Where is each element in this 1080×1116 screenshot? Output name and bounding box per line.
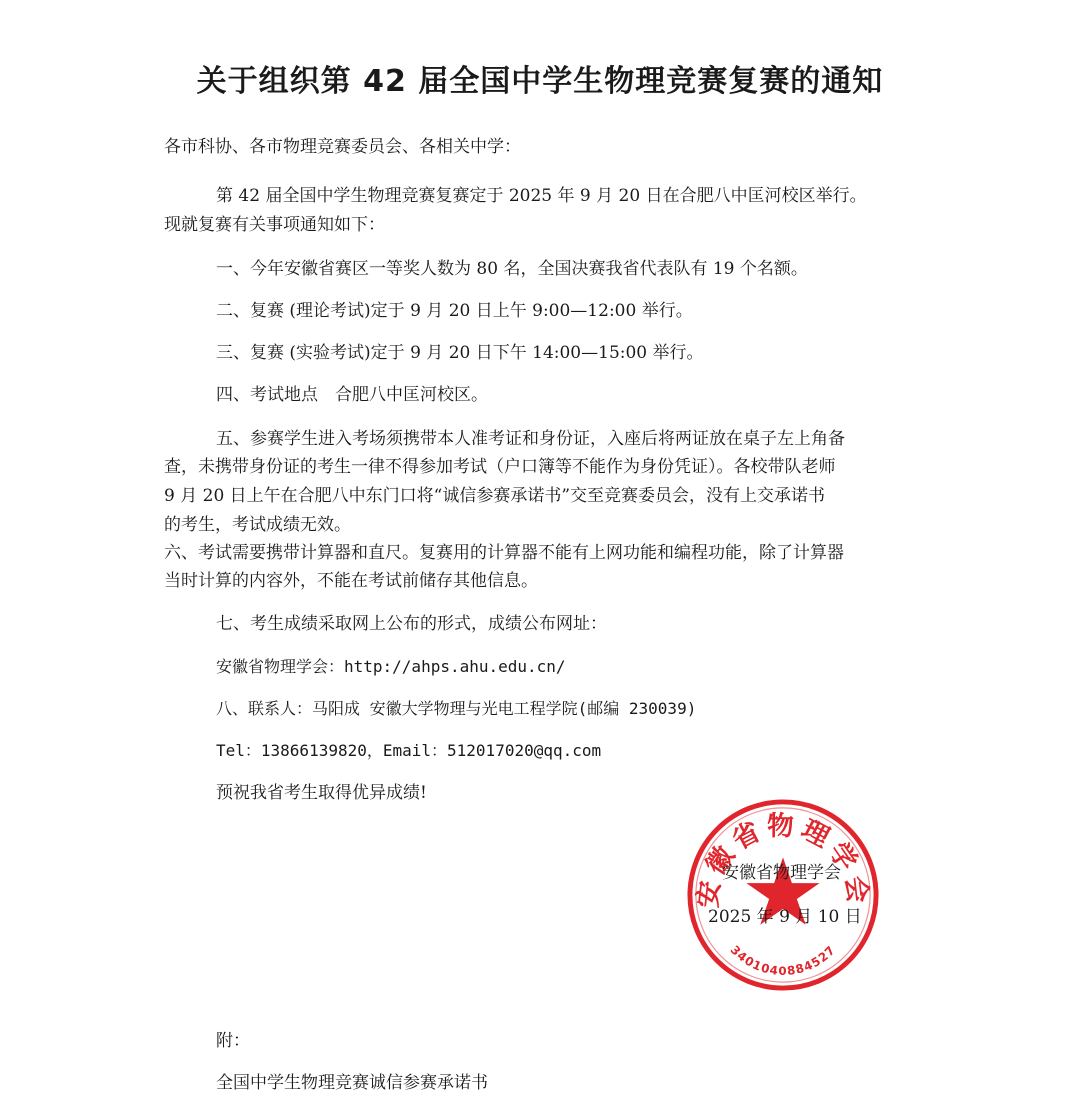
item-eight: 八、联系人：马阳成 安徽大学物理与光电工程学院(邮编 230039) (216, 699, 697, 718)
item-five-line-3: 9 月 20 日上午在合肥八中东门口将“诚信参赛承诺书”交至竞赛委员会，没有上交承诺书 (164, 486, 826, 506)
item-four: 四、考试地点 合肥八中匡河校区。 (216, 385, 488, 405)
item-three: 三、复赛 (实验考试)定于 9 月 20 日下午 14:00—15:00 举行。 (216, 343, 704, 363)
item-one: 一、今年安徽省赛区一等奖人数为 80 名，全国决赛我省代表队有 19 个名额。 (216, 259, 808, 279)
notice-title: 关于组织第 42 届全国中学生物理竞赛复赛的通知 (196, 64, 884, 99)
item-six-line-2: 当时计算的内容外，不能在考试前储存其他信息。 (164, 571, 538, 591)
salutation: 各市科协、各市物理竞赛委员会、各相关中学： (164, 137, 521, 157)
contact-line: Tel：13866139820，Email：512017020@qq.com (216, 741, 602, 760)
intro-line-1: 第 42 届全国中学生物理竞赛复赛定于 2025 年 9 月 20 日在合肥八中匡河校区举行。 (216, 186, 867, 206)
website-line: 安徽省物理学会：http://ahps.ahu.edu.cn/ (216, 657, 566, 676)
seal-code-text: 3401040884527 (727, 942, 839, 979)
item-seven: 七、考生成绩采取网上公布的形式，成绩公布网址： (216, 614, 607, 634)
item-six-line-1: 六、考试需要携带计算器和直尺。复赛用的计算器不能有上网功能和编程功能，除了计算器 (164, 543, 844, 563)
item-five-line-4: 的考生，考试成绩无效。 (164, 515, 351, 535)
item-five-line-1: 五、参赛学生进入考场须携带本人准考证和身份证，入座后将两证放在桌子左上角备 (216, 429, 845, 449)
signature-org: 安徽省物理学会 (722, 863, 841, 883)
signature-date: 2025 年 9 月 10 日 (708, 907, 862, 927)
attachment-label: 附： (216, 1031, 250, 1051)
item-five-line-2: 查，未携带身份证的考生一律不得参加考试（户口簿等不能作为身份凭证）。各校带队老师 (164, 457, 836, 477)
intro-line-2: 现就复赛有关事项通知如下： (164, 215, 385, 235)
item-two: 二、复赛 (理论考试)定于 9 月 20 日上午 9:00—12:00 举行。 (216, 301, 693, 321)
attachment-item: 全国中学生物理竞赛诚信参赛承诺书 (216, 1073, 488, 1093)
seal-name-text: 安徽省物理学会 (692, 810, 874, 910)
official-seal (684, 796, 882, 994)
wish-line: 预祝我省考生取得优异成绩! (216, 783, 427, 803)
